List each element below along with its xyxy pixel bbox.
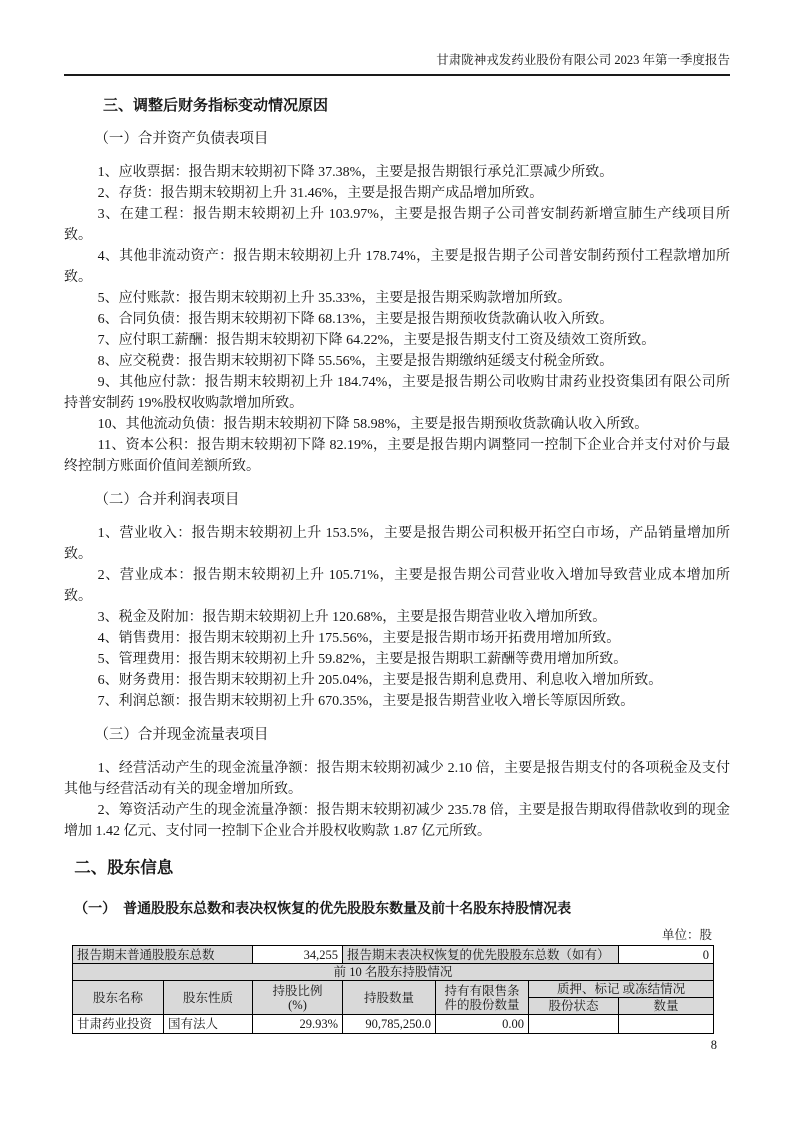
subsection-title-income-statement: （二）合并利润表项目 [94, 492, 240, 508]
cell-shareholder-name: 甘肃药业投资 [73, 1015, 164, 1034]
balance-sheet-item-1: 1、应收票据：报告期末较期初下降 37.38%，主要是报告期银行承兑汇票减少所致。 [97, 165, 614, 180]
col-header-pledge-amount: 数量 [619, 998, 714, 1015]
cell-pledge-amount [619, 1015, 714, 1034]
common-shareholders-total-label: 报告期末普通股股东总数 [73, 946, 253, 964]
cell-shares-held: 90,785,250.0 [343, 1015, 436, 1034]
cell-shareholding-ratio: 29.93% [253, 1015, 343, 1034]
preferred-shareholders-total-label: 报告期末表决权恢复的优先股股东总数（如有） [343, 946, 619, 964]
balance-sheet-item-11: 11、资本公积：报告期末较期初下降 82.19%，主要是报告期内调整同一控制下企业合并支付对价与最终控制方账面价值间差额所致。 [64, 438, 730, 474]
balance-sheet-item-4: 4、其他非流动资产：报告期末较期初上升 178.74%，主要是报告期子公司普安制药预付工程款增加所致。 [64, 249, 730, 285]
table-row-top10-banner [73, 964, 714, 981]
unit-label: 单位：股 [661, 928, 712, 942]
preferred-shareholders-total-value: 0 [619, 946, 714, 964]
restricted-header-line2: 件的股份数量 [444, 997, 520, 1012]
balance-sheet-item-5: 5、应付账款：报告期末较期初上升 35.33%，主要是报告期采购款增加所致。 [97, 291, 572, 306]
col-header-shareholder-name: 股东名称 [73, 981, 164, 1015]
section-title-adjusted-indicators: 三、调整后财务指标变动情况原因 [103, 97, 329, 114]
cash-flow-item-2: 2、筹资活动产生的现金流量净额：报告期末较期初减少 235.78 倍，主要是报告期取得借款收到的现金增加 1.42 亿元、支付同一控制下企业合并股权收购款 1.87 亿元所致。 [64, 803, 730, 839]
subsection-title-balance-sheet: （一）合并资产负债表项目 [94, 131, 269, 147]
income-item-1: 1、营业收入：报告期末较期初上升 153.5%，主要是报告期公司积极开拓空白市场，产品销量增加所致。 [64, 526, 730, 562]
income-item-7: 7、利润总额：报告期末较期初上升 670.35%，主要是报告期营业收入增长等原因所致。 [97, 694, 635, 709]
balance-sheet-item-2: 2、存货：报告期末较期初上升 31.46%，主要是报告期产成品增加所致。 [97, 186, 544, 201]
cell-pledge-status [529, 1015, 619, 1034]
balance-sheet-item-10: 10、其他流动负债：报告期末较期初下降 58.98%，主要是报告期预收货款确认收入所致。 [97, 417, 649, 432]
col-header-shareholding-ratio [253, 981, 343, 1015]
table-header-row-1 [73, 981, 714, 998]
col-header-restricted-shares [436, 981, 529, 1015]
balance-sheet-item-3: 3、在建工程：报告期末较期初上升 103.97%，主要是报告期子公司普安制药新增宣肺生产线项目所致。 [64, 207, 730, 243]
section-title-shareholder-info: 二、股东信息 [74, 859, 174, 877]
running-header [64, 0, 730, 76]
table-row-shareholder-1 [73, 1015, 714, 1034]
col-header-pledge-group: 质押、标记 或冻结情况 [529, 981, 714, 998]
income-item-3: 3、税金及附加：报告期末较期初上升 120.68%，主要是报告期营业收入增加所致。 [97, 610, 607, 625]
col-header-shareholder-nature: 股东性质 [164, 981, 253, 1015]
top10-banner: 前 10 名股东持股情况 [73, 964, 714, 981]
income-item-2: 2、营业成本：报告期末较期初上升 105.71%，主要是报告期公司营业收入增加导致营业成本增加所致。 [64, 568, 730, 604]
subsection-title-top10-holders: （一） 普通股股东总数和表决权恢复的优先股股东数量及前十名股东持股情况表 [74, 900, 572, 916]
income-item-5: 5、管理费用：报告期末较期初上升 59.82%，主要是报告期职工薪酬等费用增加所致。 [97, 652, 628, 667]
page-number: 8 [710, 1038, 717, 1052]
cash-flow-item-1: 1、经营活动产生的现金流量净额：报告期末较期初减少 2.10 倍，主要是报告期支付的各项税金及支付其他与经营活动有关的现金增加所致。 [64, 761, 730, 797]
running-header-title: 甘肃陇神戎发药业股份有限公司 2023 年第一季度报告 [436, 53, 730, 67]
col-header-pledge-status: 股份状态 [529, 998, 619, 1015]
common-shareholders-total-value: 34,255 [253, 946, 343, 964]
balance-sheet-item-9: 9、其他应付款：报告期末较期初上升 184.74%，主要是报告期公司收购甘肃药业投资集团有限公司所持普安制药 19%股权收购款增加所致。 [64, 375, 730, 411]
top10-shareholders-table [72, 945, 714, 1034]
balance-sheet-item-8: 8、应交税费：报告期末较期初下降 55.56%，主要是报告期缴纳延缓支付税金所致。 [97, 354, 614, 369]
col-header-shares-held: 持股数量 [343, 981, 436, 1015]
cell-restricted-shares: 0.00 [436, 1015, 529, 1034]
income-item-4: 4、销售费用：报告期末较期初上升 175.56%，主要是报告期市场开拓费用增加所致。 [97, 631, 621, 646]
table-row-totals [73, 946, 714, 964]
income-item-6: 6、财务费用：报告期末较期初上升 205.04%，主要是报告期利息费用、利息收入增加所致。 [97, 673, 663, 688]
ratio-header-line2: (%) [288, 997, 307, 1012]
subsection-title-cash-flow: （三）合并现金流量表项目 [94, 727, 269, 743]
balance-sheet-item-6: 6、合同负债：报告期末较期初下降 68.13%，主要是报告期预收货款确认收入所致。 [97, 312, 614, 327]
restricted-header-line1: 持有有限售条 [444, 983, 520, 998]
cell-shareholder-nature: 国有法人 [164, 1015, 253, 1034]
ratio-header-line1: 持股比例 [272, 983, 323, 998]
balance-sheet-item-7: 7、应付职工薪酬：报告期末较期初下降 64.22%，主要是报告期支付工资及绩效工资所致。 [97, 333, 656, 348]
